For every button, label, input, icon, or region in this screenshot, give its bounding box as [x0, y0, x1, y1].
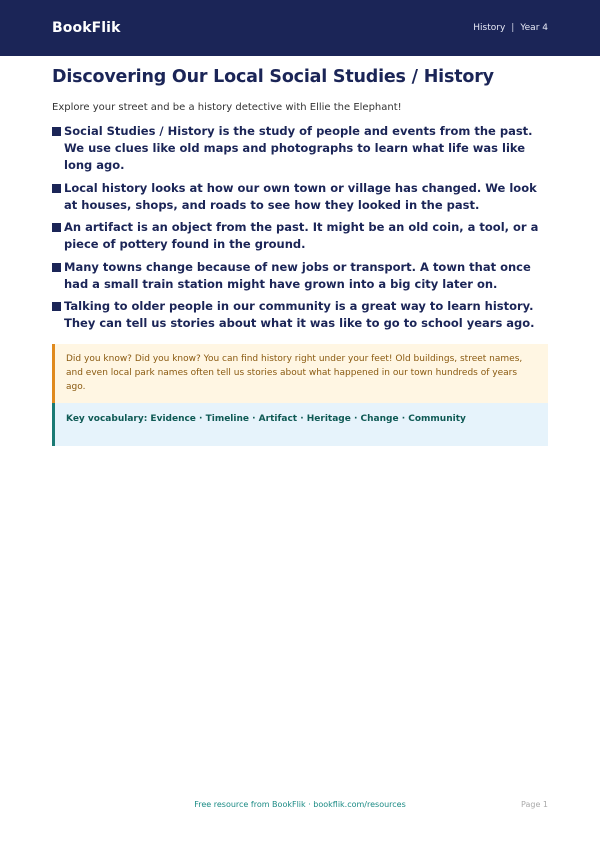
subject-meta: [473, 23, 548, 33]
key-vocabulary-text: Key vocabulary: Evidence · Timeline · Artifact · Heritage · Change · Community: [66, 414, 466, 424]
list-item-text: Talking to older people in our community is a great way to learn history. They can tell us stories about what it was like to go to school years ago.: [64, 299, 535, 330]
list-item-text: An artifact is an object from the past. It might be an old coin, a tool, or a piece of pottery found in the ground.: [64, 220, 539, 251]
page-title: Discovering Our Local Social Studies / History: [52, 67, 494, 87]
list-item-text: Social Studies / History is the study of people and events from the past. We use clues like old maps and photographs to learn what life was like long ago.: [64, 124, 533, 172]
square-bullet-icon: [52, 223, 61, 232]
page-number: Page 1: [521, 800, 548, 809]
key-vocabulary-box: [52, 403, 548, 446]
brand-logo-text[interactable]: BookFlik: [52, 20, 121, 36]
footer-credit-link[interactable]: Free resource from BookFlik · bookflik.com/resources: [194, 800, 406, 809]
top-bar: [0, 0, 600, 56]
list-item-text: Local history looks at how our own town or village has changed. We look at houses, shops, and roads to see how they looked in the past.: [64, 180, 537, 212]
key-points-list: [52, 123, 548, 332]
list-item: [52, 259, 548, 293]
square-bullet-icon: [52, 263, 61, 272]
main-content: [0, 66, 600, 446]
did-you-know-callout: [52, 344, 548, 403]
list-item-text: Many towns change because of new jobs or transport. A town that once had a small train station might have grown into a big city later on.: [64, 259, 531, 291]
list-item: [52, 219, 548, 253]
square-bullet-icon: [52, 127, 61, 136]
subject-label: History: [473, 23, 506, 33]
page-footer: [0, 800, 600, 814]
meta-separator: |: [511, 23, 515, 33]
square-bullet-icon: [52, 184, 61, 193]
list-item: [52, 298, 548, 332]
year-label: Year 4: [520, 23, 548, 33]
list-item: [52, 180, 548, 214]
square-bullet-icon: [52, 302, 61, 311]
did-you-know-text: Did you know? Did you know? You can find history right under your feet! Old buildings, street names, and even local park names often tell us stories about what happened in our town hundreds of years ago.: [66, 354, 523, 392]
list-item: [52, 123, 548, 174]
intro-text: Explore your street and be a history detective with Ellie the Elephant!: [52, 102, 402, 113]
